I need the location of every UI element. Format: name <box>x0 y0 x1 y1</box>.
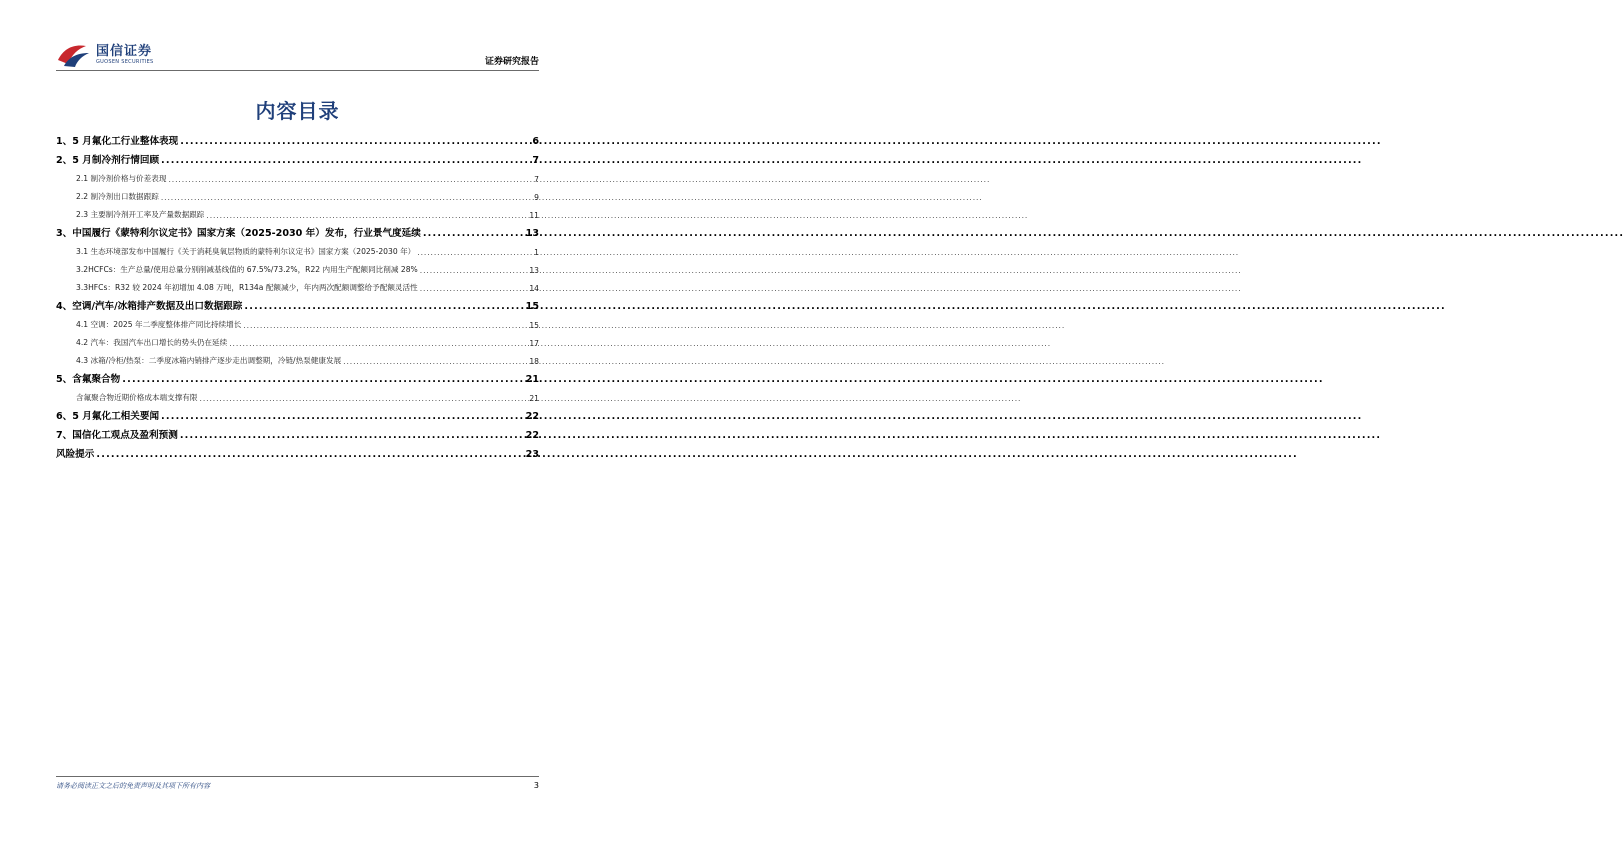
toc-entry-title: 4.1 空调：2025 年二季度整体排产同比持续增长 <box>76 320 242 329</box>
toc-page-number: 6 <box>532 136 539 147</box>
toc-entry-title: 2.3 主要制冷剂开工率及产量数据跟踪 <box>76 210 205 219</box>
toc-dot-leader <box>96 449 523 460</box>
toc-page-number: 7 <box>534 175 539 184</box>
footer-disclaimer: 请务必阅读正文之后的免责声明及其项下所有内容 <box>56 782 210 790</box>
header-divider <box>56 70 539 71</box>
toc-page-number: 15 <box>525 301 539 312</box>
toc-page-number: 17 <box>529 339 539 348</box>
toc-page-number: 1 <box>534 248 539 257</box>
toc-dot-leader <box>417 248 532 257</box>
toc-entry-subsection[interactable] <box>56 257 539 275</box>
toc-page-number: 18 <box>529 357 539 366</box>
toc-page-number: 9 <box>534 193 539 202</box>
toc-dot-leader <box>229 339 527 348</box>
toc-entry-subsection[interactable] <box>56 202 539 220</box>
toc-entry-title: 1、5 月氟化工行业整体表现 <box>56 136 179 147</box>
footer-divider <box>56 776 539 777</box>
page-number: 3 <box>533 781 539 790</box>
toc-entry-section[interactable] <box>56 422 539 441</box>
guosen-logo <box>56 40 154 70</box>
toc-entry-title: 4.3 冰箱/冷柜/热泵：二季度冰箱内销排产逐步走出调整期，冷链/热泵健康发展 <box>76 356 342 365</box>
toc-page-number: 14 <box>529 284 539 293</box>
toc-entry-title: 2.2 制冷剂出口数据跟踪 <box>76 192 159 201</box>
toc-page-number: 21 <box>525 374 539 385</box>
toc-dot-leader <box>168 175 532 184</box>
toc-dot-leader <box>206 211 527 220</box>
toc-entry-section[interactable] <box>56 147 539 166</box>
toc-entry-subsection[interactable] <box>56 330 539 348</box>
toc-dot-leader <box>243 321 527 330</box>
toc-page-number: 21 <box>529 394 539 403</box>
toc-dot-leader <box>161 155 530 166</box>
toc-dot-leader <box>423 228 524 239</box>
toc-entry-title: 6、5 月氟化工相关要闻 <box>56 411 160 422</box>
toc-entry-title: 3.3HFCs：R32 较 2024 年初增加 4.08 万吨，R134a 配额减少，年内两次配额调整给予配额灵活性 <box>76 283 418 292</box>
toc-dot-leader <box>161 411 524 422</box>
toc-page-number: 11 <box>529 211 539 220</box>
toc-dot-leader <box>420 266 528 275</box>
toc-dot-leader <box>122 374 523 385</box>
toc-entry-subsection[interactable] <box>56 385 539 403</box>
toc-entry-subsection[interactable] <box>56 348 539 366</box>
toc-entry-subsection[interactable] <box>56 239 539 257</box>
toc-entry-subsection[interactable] <box>56 184 539 202</box>
toc-page-number: 23 <box>525 449 539 460</box>
toc-entry-title: 4、空调/汽车/冰箱排产数据及出口数据跟踪 <box>56 301 243 312</box>
toc-entry-title: 5、含氟聚合物 <box>56 374 121 385</box>
toc-entry-title: 2.1 制冷剂价格与价差表现 <box>76 174 167 183</box>
toc-entry-section[interactable] <box>56 403 539 422</box>
toc-entry-subsection[interactable] <box>56 166 539 184</box>
report-type-label: 证券研究报告 <box>484 57 539 67</box>
toc-page-number: 22 <box>525 411 539 422</box>
toc-entry-title: 3.1 生态环境部发布中国履行《关于消耗臭氧层物质的蒙特利尔议定书》国家方案（2025-2030 年） <box>76 247 416 256</box>
toc-entry-title: 2、5 月制冷剂行情回顾 <box>56 155 160 166</box>
toc-dot-leader <box>161 193 532 202</box>
toc-entry-subsection[interactable] <box>56 312 539 330</box>
toc-entry-title: 4.2 汽车：我国汽车出口增长的势头仍在延续 <box>76 338 228 347</box>
toc-dot-leader <box>200 394 528 403</box>
toc-dot-leader <box>343 357 527 366</box>
toc-dot-leader <box>180 430 524 441</box>
toc-entry-title: 含氟聚合物近期价格成本端支撑有限 <box>76 393 198 402</box>
toc-dot-leader <box>244 301 523 312</box>
toc-entry-section[interactable] <box>56 366 539 385</box>
toc-entry-title: 风险提示 <box>56 449 95 460</box>
toc-page-number: 13 <box>529 266 539 275</box>
toc-entry-title: 3、中国履行《蒙特利尔议定书》国家方案（2025-2030 年）发布，行业景气度延续 <box>56 228 421 239</box>
toc-title: 内容目录 <box>255 99 340 123</box>
toc-entry-title: 7、国信化工观点及盈利预测 <box>56 430 178 441</box>
logo-wordmark-cn: 国信证券 <box>96 44 153 59</box>
table-of-contents <box>56 128 539 460</box>
toc-page-number: 15 <box>529 321 539 330</box>
toc-entry-section[interactable] <box>56 293 539 312</box>
toc-entry-title: 3.2HCFCs：生产总量/使用总量分别削减基线值的 67.5%/73.2%，R22 内用生产配额同比削减 28% <box>76 265 418 274</box>
toc-page-number: 22 <box>525 430 539 441</box>
toc-page-number: 7 <box>532 155 539 166</box>
toc-entry-subsection[interactable] <box>56 275 539 293</box>
toc-entry-section[interactable] <box>56 128 539 147</box>
page-header <box>56 40 539 72</box>
toc-page-number: 13 <box>525 228 539 239</box>
toc-entry-section[interactable] <box>56 220 539 239</box>
guosen-logo-icon <box>56 42 90 68</box>
toc-dot-leader <box>180 136 530 147</box>
toc-dot-leader <box>420 284 528 293</box>
toc-entry-section[interactable] <box>56 441 539 460</box>
logo-wordmark-en: GUOSEN SECURITIES <box>96 59 154 65</box>
